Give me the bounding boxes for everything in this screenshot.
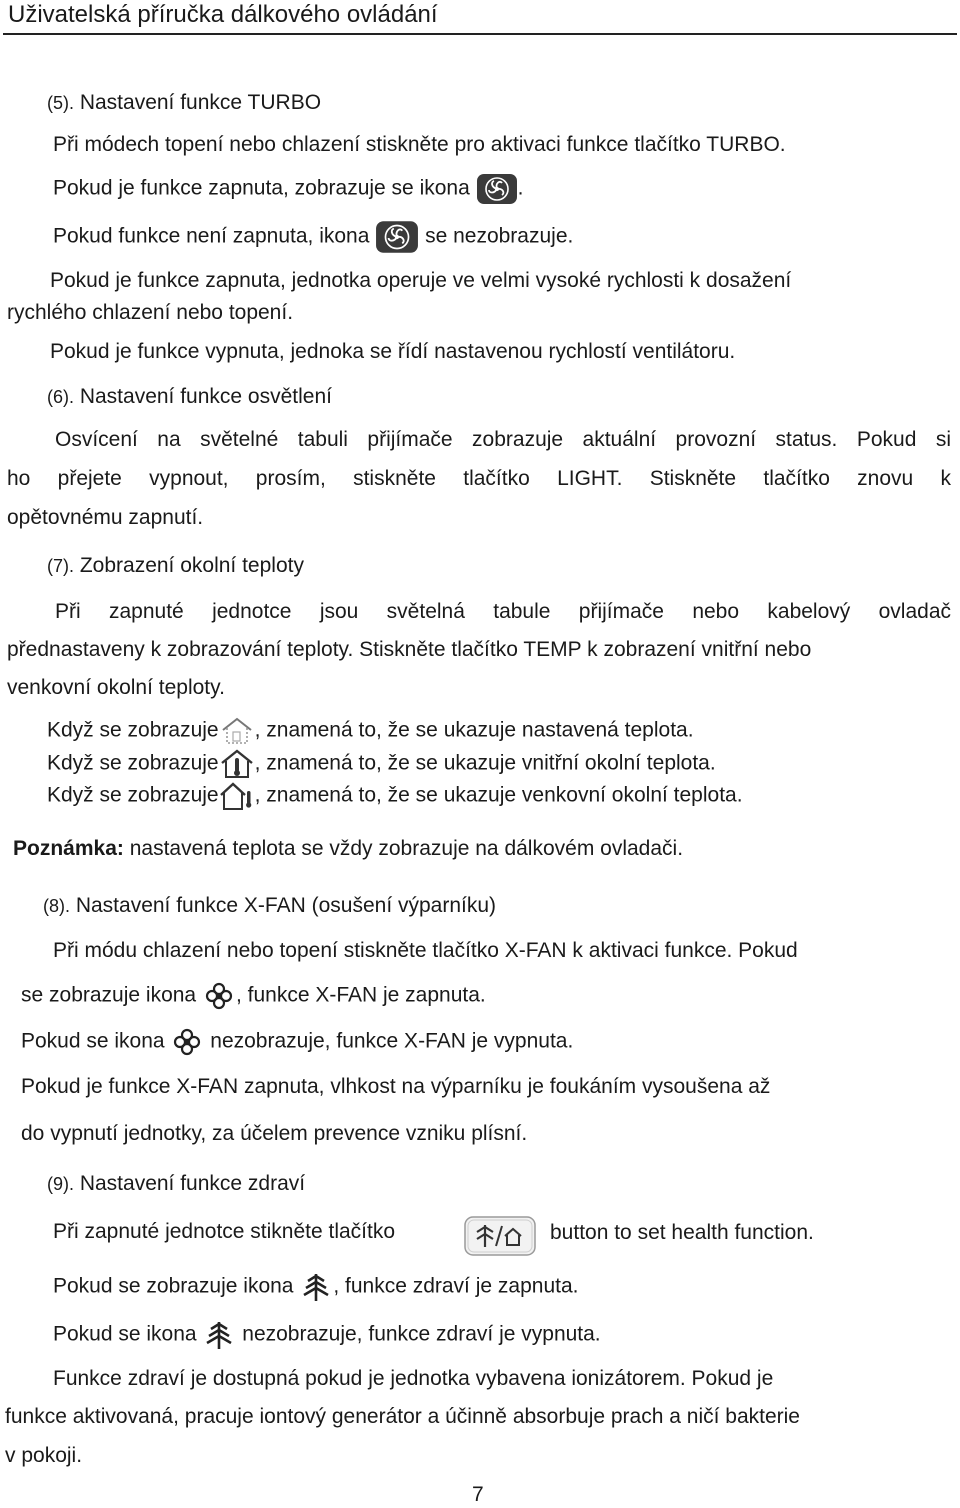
s7-key-1 [47,716,694,746]
xfan-icon [170,1028,204,1056]
s6-line-1: Osvícení na světelné tabuli přijímače zobrazuje aktuální provozní status. Pokud si [55,428,951,451]
s9-line-3-end: nezobrazuje, funkce zdraví je vypnuta. [236,1322,601,1346]
section-7-title: Zobrazení okolní teploty [74,554,304,577]
house-indoor-temp-icon [219,749,255,779]
s8-line-2-text: se zobrazuje ikona [21,983,202,1007]
section-5-title: Nastavení funkce TURBO [74,91,322,114]
s5-line-5: rychlého chlazení nebo topení. [7,301,294,324]
s5-line-2-end: . [517,176,524,200]
s8-line-3-end: nezobrazuje, funkce X-FAN je vypnuta. [204,1029,574,1053]
s7-key-1-lead: Když se zobrazuje [47,718,219,742]
section-8-title: Nastavení funkce X-FAN (osušení výparníku) [70,894,497,917]
header-rule [3,33,957,35]
s5-line-4: Pokud je funkce zapnuta, jednotka operuje ve velmi vysoké rychlosti k dosažení [50,269,792,292]
s7-key-3-text: , znamená to, že se ukazuje venkovní okolní teplota. [254,783,743,807]
section-7-number: (7). [47,556,74,576]
s8-line-2-end: , funkce X-FAN je zapnuta. [235,983,486,1007]
turbo-fan-icon [375,220,419,254]
s9-line-2-text: Pokud se zobrazuje ikona [53,1274,300,1298]
health-tree-icon [202,1320,236,1350]
health-button-icon [463,1214,537,1263]
note-label: Poznámka: [13,837,124,860]
section-6-number: (6). [47,387,74,407]
note-text: nastavená teplota se vždy zobrazuje na dálkovém ovladači. [123,837,684,860]
house-outdoor-temp-icon [219,781,255,811]
document-header: Uživatelská příručka dálkového ovládání [8,1,438,28]
s5-line-1: Při módech topení nebo chlazení stiskněte pro aktivaci funkce tlačítko TURBO. [53,133,786,156]
section-8-heading [43,893,496,919]
xfan-icon [202,982,236,1010]
s9-line-3 [53,1320,601,1350]
s7-key-2-text: , znamená to, že se ukazuje vnitřní okolní teplota. [254,751,716,775]
s9-line-3-text: Pokud se ikona [53,1322,203,1346]
s7-key-2 [47,749,716,779]
health-tree-icon [299,1272,333,1302]
note [13,836,683,862]
s7-line-2: přednastaveny k zobrazování teploty. Stiskněte tlačítko TEMP k zobrazení vnitřní nebo [7,638,812,661]
s7-key-2-lead: Když se zobrazuje [47,751,219,775]
s6-line-2: ho přejete vypnout, prosím, stiskněte tlačítko LIGHT. Stiskněte tlačítko znovu k [7,467,951,490]
turbo-fan-icon [476,173,518,205]
page-number: 7 [472,1483,484,1506]
s8-line-3-text: Pokud se ikona [21,1029,171,1053]
s9-line-1b: button to set health function. [550,1221,814,1244]
s7-line-3: venkovní okolní teploty. [7,676,225,699]
s7-line-1: Při zapnuté jednotce jsou světelná tabule přijímače nebo kabelový ovladač [55,600,951,623]
s5-line-6: Pokud je funkce vypnuta, jednoka se řídí nastavenou rychlostí ventilátoru. [50,340,736,363]
s5-line-2-text: Pokud je funkce zapnuta, zobrazuje se ikona [53,176,476,200]
section-9-heading [47,1171,305,1197]
s9-line-2 [53,1272,578,1302]
s7-key-1-text: , znamená to, že se ukazuje nastavená teplota. [254,718,694,742]
section-6-title: Nastavení funkce osvětlení [74,385,332,408]
section-5-number: (5). [47,93,74,113]
s6-line-3: opětovnému zapnutí. [7,506,204,529]
s9-line-2-end: , funkce zdraví je zapnuta. [333,1274,579,1298]
s8-line-4: Pokud je funkce X-FAN zapnuta, vlhkost na výparníku je foukáním vysoušena až [21,1075,771,1098]
s8-line-2 [21,982,486,1010]
s5-line-3-end: se nezobrazuje. [419,224,574,248]
house-set-temp-icon [219,716,255,746]
s5-line-3 [53,220,573,254]
s7-key-3 [47,781,743,811]
s8-line-5: do vypnutí jednotky, za účelem prevence vzniku plísní. [21,1122,528,1145]
s7-key-3-lead: Když se zobrazuje [47,783,219,807]
section-6-heading [47,384,332,410]
s5-line-3-text: Pokud funkce není zapnuta, ikona [53,224,376,248]
section-9-title: Nastavení funkce zdraví [74,1172,306,1195]
s9-line-1a: Při zapnuté jednotce stikněte tlačítko [53,1220,396,1243]
s9-line-4: Funkce zdraví je dostupná pokud je jednotka vybavena ionizátorem. Pokud je [53,1367,774,1390]
section-8-number: (8). [43,896,70,916]
s5-line-2 [53,173,523,205]
s9-line-6: v pokoji. [5,1444,83,1467]
section-9-number: (9). [47,1174,74,1194]
s8-line-1: Při módu chlazení nebo topení stiskněte tlačítko X-FAN k aktivaci funkce. Pokud [53,939,798,962]
section-7-heading [47,553,304,579]
section-5-heading [47,90,321,116]
s8-line-3 [21,1028,573,1056]
s9-line-5: funkce aktivovaná, pracuje iontový generátor a účinně absorbuje prach a ničí bakterie [5,1405,800,1428]
